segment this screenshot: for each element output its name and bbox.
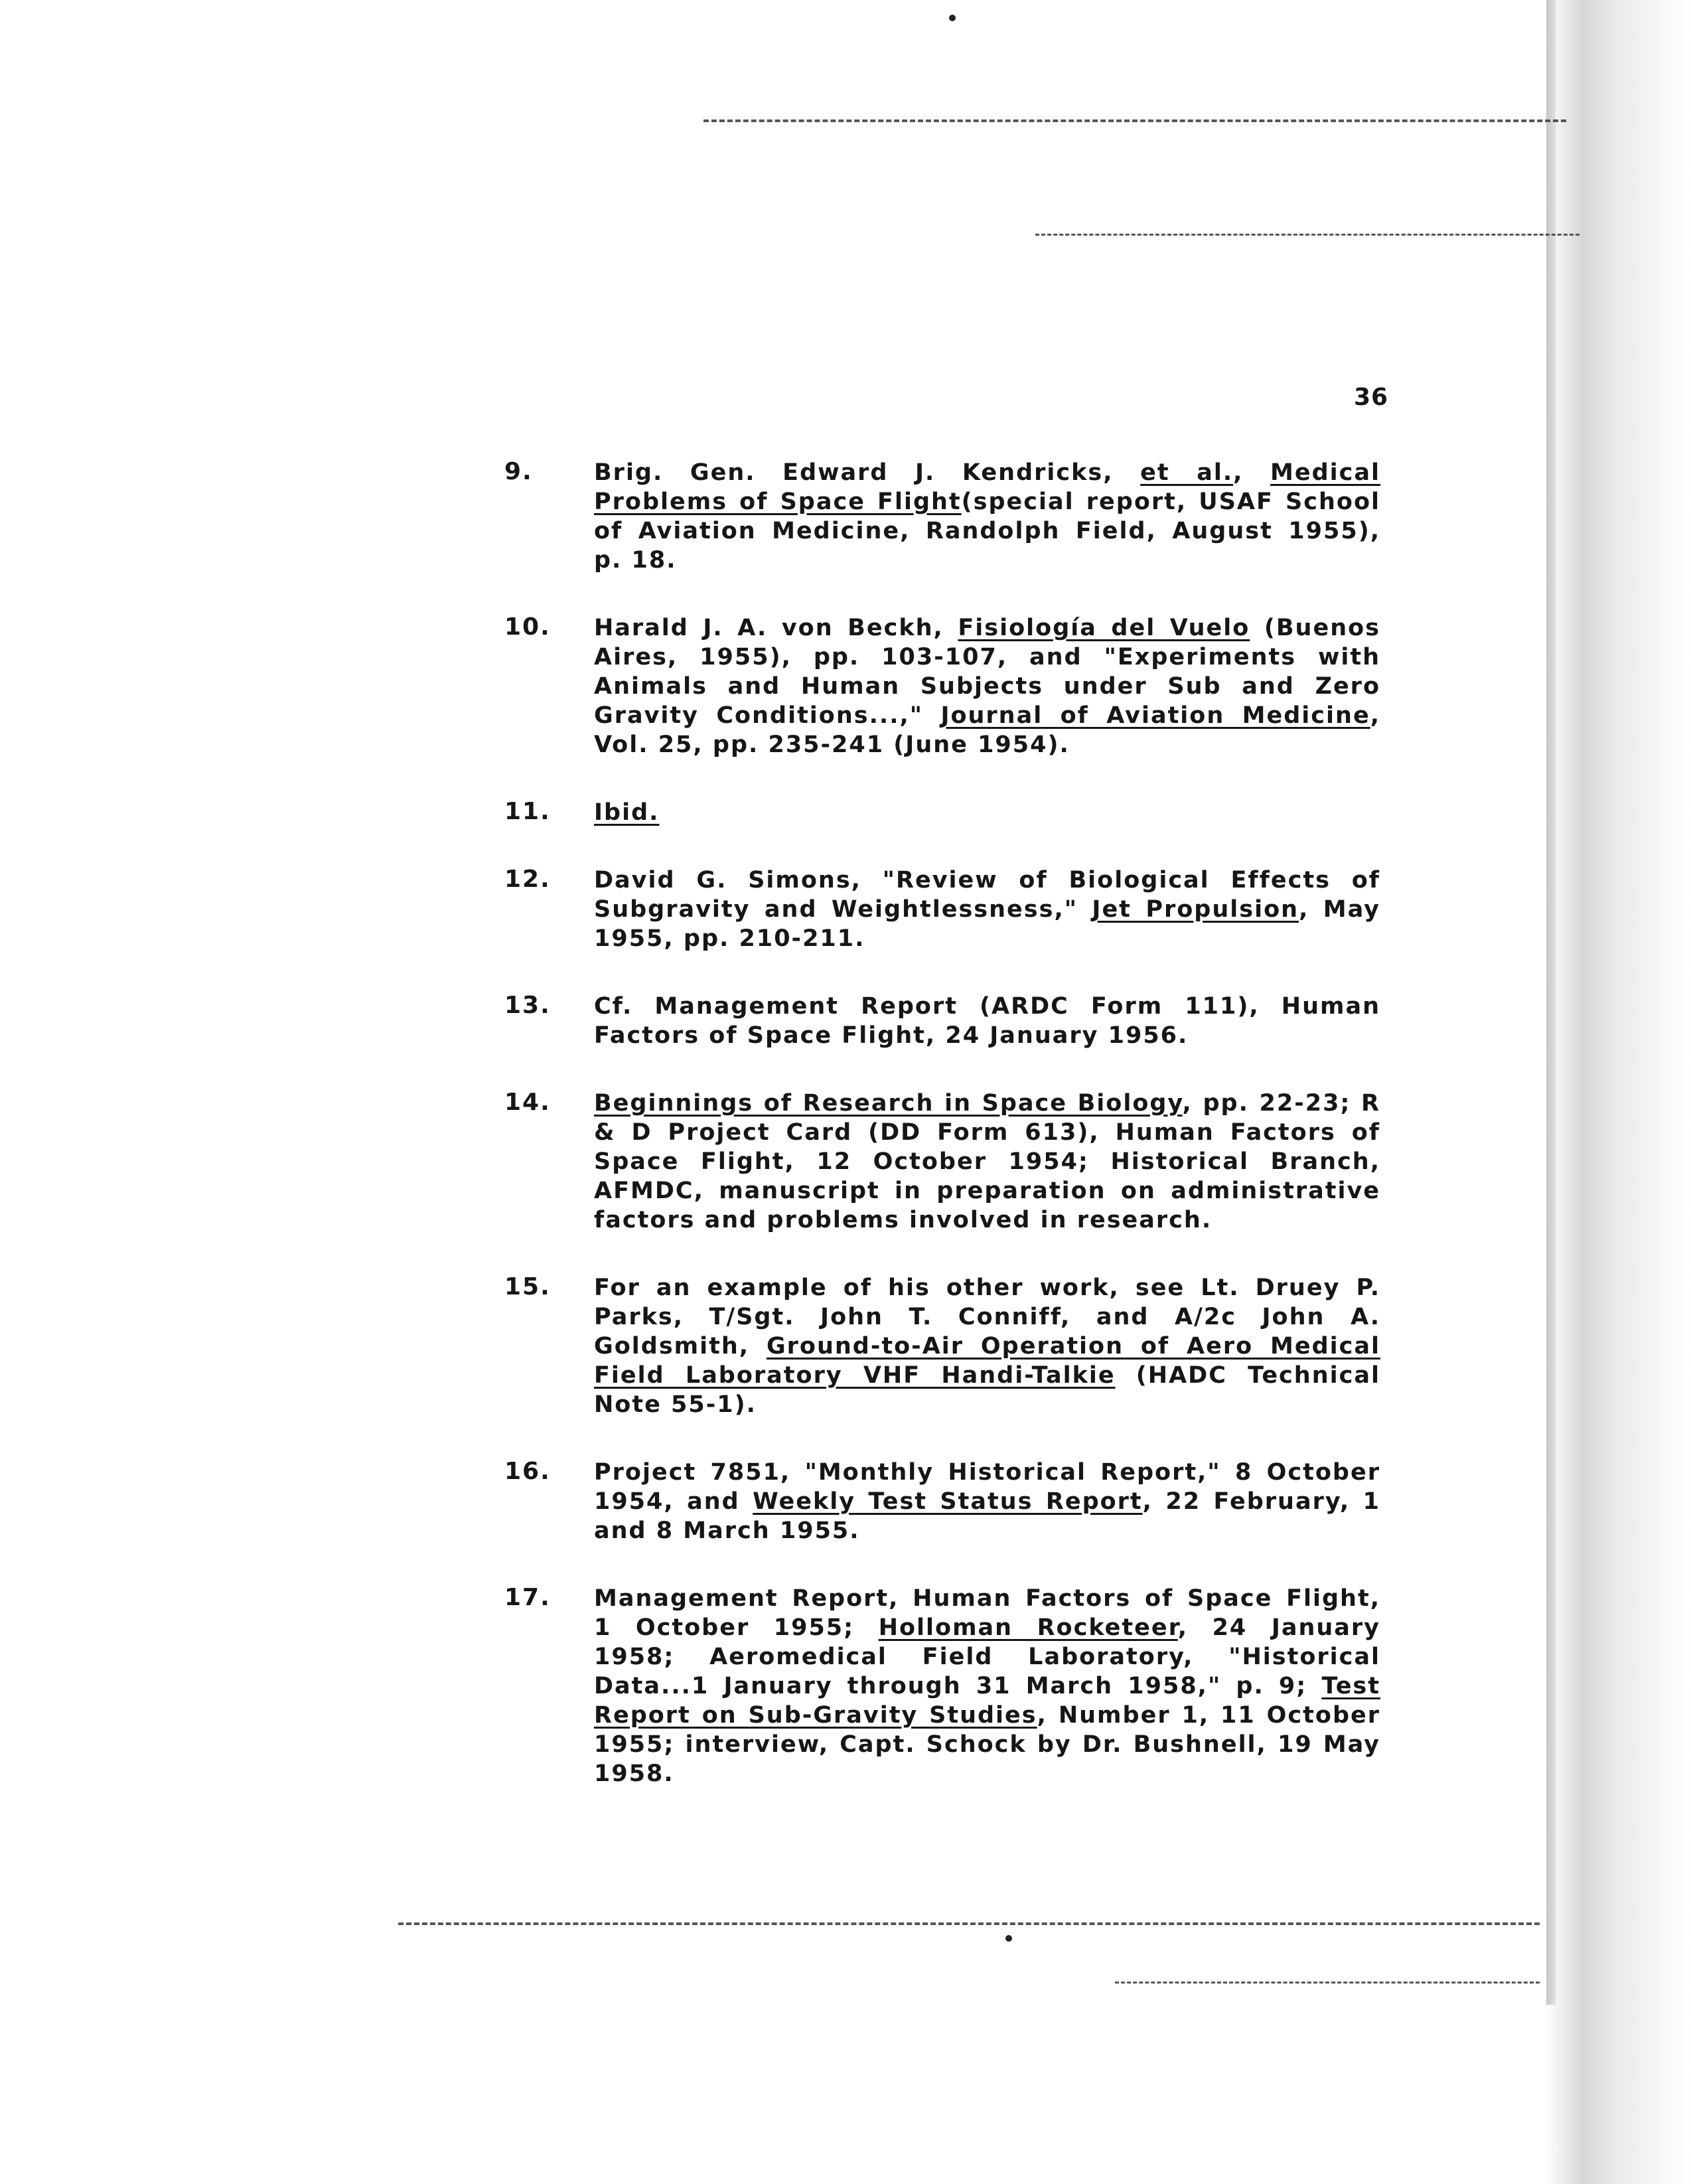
scan-artifact-rule-bottom-2 (1115, 1982, 1540, 1984)
underlined-title: Weekly Test Status Report (753, 1488, 1143, 1515)
endnote-item (504, 866, 1380, 953)
citation-text: Project 7851, "Monthly Historical Report," 8 October 1954, and (594, 1459, 1380, 1515)
endnote-number: 11. (504, 798, 551, 825)
citation-text: , 24 January 1958; Aeromedical Field Laboratory, "Historical Data...1 January through 31 March 1958," p. 9; (594, 1614, 1380, 1699)
underlined-title: Ibid. (594, 799, 660, 826)
endnote-number: 15. (504, 1273, 551, 1300)
endnote-item (504, 798, 1380, 827)
endnote-item (504, 613, 1380, 759)
citation-text: For an example of his other work, see Lt. Druey P. Parks, T/Sgt. John T. Conniff, and A/2c John A. Goldsmith, (594, 1275, 1380, 1360)
endnote-text (594, 1458, 1380, 1545)
endnote-text (594, 992, 1380, 1050)
underlined-title: Medical Problems of Space Flight (594, 459, 1381, 515)
endnote-item (504, 458, 1380, 575)
endnote-number: 17. (504, 1584, 551, 1611)
scan-artifact-rule-top-2 (1035, 234, 1580, 236)
endnote-text (594, 1273, 1380, 1419)
scan-edge-shadow (1543, 0, 1691, 2184)
endnote-number: 16. (504, 1458, 551, 1485)
endnote-text (594, 798, 1380, 827)
underlined-title: Test Report on Sub-Gravity Studies (594, 1673, 1380, 1729)
endnote-number: 14. (504, 1089, 551, 1116)
underlined-title: Journal of Aviation Medicine (940, 702, 1370, 729)
scan-speck (949, 15, 956, 21)
endnote-text (594, 458, 1380, 575)
citation-text: , 22 February, 1 and 8 March 1955. (594, 1488, 1380, 1544)
underlined-title: Holloman Rocketeer (878, 1614, 1178, 1641)
endnote-number: 13. (504, 992, 551, 1019)
endnote-number: 10. (504, 613, 551, 641)
endnote-text (594, 1089, 1380, 1235)
citation-text: David G. Simons, "Review of Biological Effects of Subgravity and Weightlessness," (594, 867, 1380, 923)
citation-text: , Number 1, 11 October 1955; interview, Capt. Schock by Dr. Bushnell, 19 May 1958. (594, 1702, 1381, 1787)
endnote-text (594, 866, 1380, 953)
citation-text: Brig. Gen. Edward J. Kendricks, (594, 459, 1141, 486)
citation-text: , pp. 22-23; R & D Project Card (DD Form 613), Human Factors of Space Flight, 12 October 1954; Historical Branch, AFMDC, manuscript in preparation on administrative factors and problems involved in research. (594, 1090, 1381, 1233)
citation-text: , Vol. 25, pp. 235-241 (June 1954). (594, 702, 1380, 758)
citation-text: , (1233, 459, 1271, 486)
endnote-item (504, 992, 1380, 1050)
endnote-number: 12. (504, 866, 551, 893)
scan-artifact-rule-bottom (398, 1922, 1540, 1925)
endnote-item (504, 1458, 1380, 1545)
citation-text: (special report, USAF School of Aviation Medicine, Randolph Field, August 1955), p. 18. (594, 489, 1380, 574)
scan-edge-line (1546, 0, 1556, 2005)
endnotes-list (504, 458, 1380, 1827)
endnote-number: 9. (504, 458, 533, 485)
scan-artifact-rule-top (703, 119, 1566, 122)
underlined-title: et al. (1140, 459, 1234, 486)
underlined-title: Ground-to-Air Operation of Aero Medical Field Laboratory VHF Handi-Talkie (594, 1333, 1380, 1389)
citation-text: (Buenos Aires, 1955), pp. 103-107, and "Experiments with Animals and Human Subjects under Sub and Zero Gravity Conditions...," (594, 615, 1381, 729)
page-number: 36 (1354, 384, 1389, 411)
underlined-title: Beginnings of Research in Space Biology (594, 1090, 1183, 1117)
endnote-item (504, 1089, 1380, 1235)
citation-text: Cf. Management Report (ARDC Form 111), Human Factors of Space Flight, 24 January 1956. (594, 993, 1380, 1049)
endnote-text (594, 1584, 1380, 1788)
citation-text: Harald J. A. von Beckh, (594, 615, 958, 641)
citation-text: (HADC Technical Note 55-1). (594, 1362, 1380, 1418)
endnote-item (504, 1273, 1380, 1419)
endnote-text (594, 613, 1380, 759)
underlined-title: Fisiología del Vuelo (958, 615, 1250, 641)
citation-text: , May 1955, pp. 210-211. (594, 896, 1380, 952)
citation-text: Management Report, Human Factors of Space Flight, 1 October 1955; (594, 1585, 1380, 1641)
scan-speck (1005, 1935, 1012, 1942)
underlined-title: Jet Propulsion (1092, 896, 1299, 923)
endnote-item (504, 1584, 1380, 1788)
